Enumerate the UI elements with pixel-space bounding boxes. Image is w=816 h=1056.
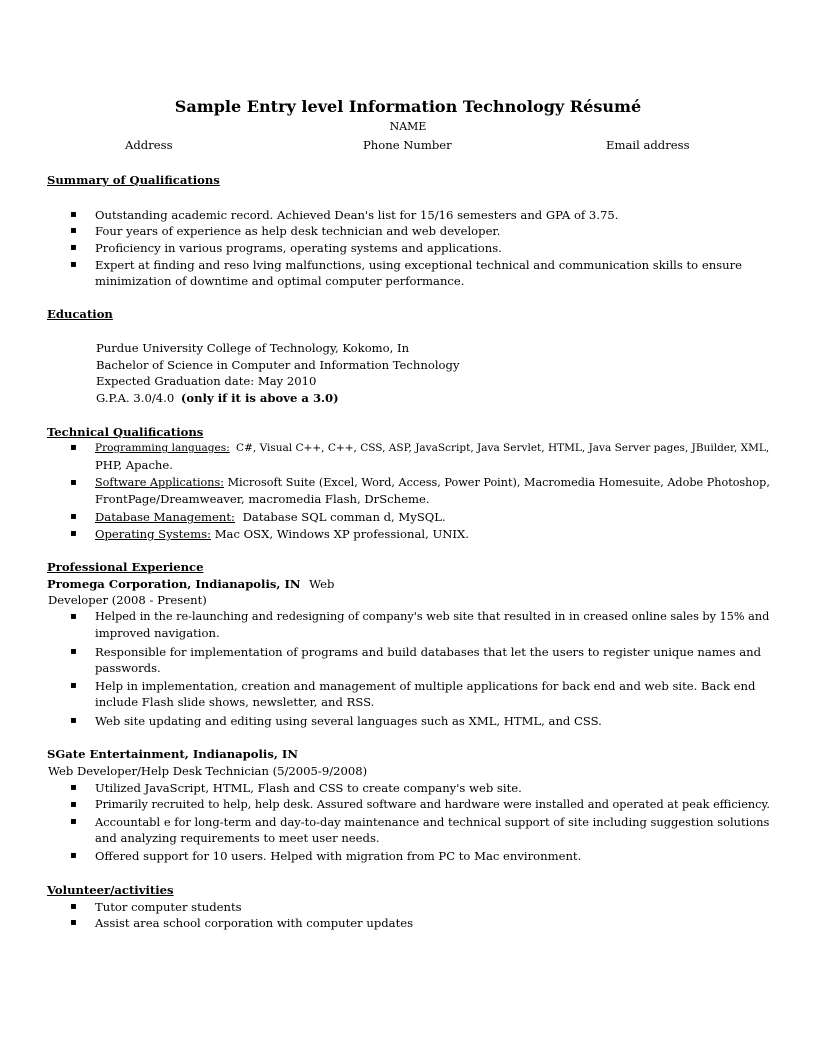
bullet-icon: ▪ [70, 242, 77, 253]
summary-item-continued: minimization of downtime and optimal computer performance. [95, 274, 465, 288]
summary-item: Proficiency in various programs, operating systems and applications. [95, 241, 502, 255]
job1-item-continued: include Flash slide shows, newsletter, and RSS. [95, 695, 375, 709]
education-graduation: Expected Graduation date: May 2010 [96, 374, 317, 388]
education-heading: Education [47, 307, 113, 321]
summary-heading: Summary of Qualifications [47, 173, 220, 187]
job2-item: Primarily recruited to help, help desk. Assured software and hardware were installed and operated at peak efficiency. [95, 798, 770, 811]
job1-header [47, 576, 334, 593]
bullet-icon: ▪ [70, 511, 77, 522]
volunteer-heading: Volunteer/activities [47, 883, 174, 897]
job1-item: Help in implementation, creation and management of multiple applications for back end and web site. Back end [95, 679, 756, 693]
education-gpa-line [96, 390, 339, 407]
bullet-icon: ▪ [70, 715, 77, 726]
job2-item: Offered support for 10 users. Helped with migration from PC to Mac environment. [95, 849, 582, 863]
bullet-icon: ▪ [70, 477, 77, 488]
technical-item [95, 440, 769, 457]
volunteer-item: Tutor computer students [95, 900, 242, 914]
summary-item: Outstanding academic record. Achieved Dean's list for 15/16 semesters and GPA of 3.75. [95, 208, 619, 222]
bullet-icon: ▪ [70, 442, 77, 453]
summary-item: Expert at finding and reso lving malfunctions, using exceptional technical and communication skills to ensure [95, 258, 742, 272]
job1-company: Promega Corporation, Indianapolis, IN [47, 577, 301, 591]
bullet-icon: ▪ [70, 782, 77, 793]
education-gpa-note: (only if it is above a 3.0) [180, 391, 339, 405]
bullet-icon: ▪ [70, 646, 77, 657]
education-gpa: G.P.A. 3.0/4.0 [96, 391, 175, 405]
summary-item: Four years of experience as help desk technician and web developer. [95, 224, 501, 238]
contact-address: Address [125, 138, 173, 152]
job2-item-continued: and analyzing requirements to meet user needs. [95, 831, 380, 845]
technical-value: Database SQL comman d, MySQL. [242, 510, 446, 524]
technical-value: Microsoft Suite (Excel, Word, Access, Power Point), Macromedia Homesuite, Adobe Photoshop, [227, 476, 770, 489]
job1-item-continued: improved navigation. [95, 626, 220, 640]
bullet-icon: ▪ [70, 917, 77, 928]
job2-item: Accountabl e for long-term and day-to-day maintenance and technical support of site including suggestion solutions [95, 815, 770, 829]
bullet-icon: ▪ [70, 209, 77, 220]
technical-item [95, 475, 770, 492]
applicant-name: NAME [389, 120, 427, 133]
technical-label: Software Applications: [95, 476, 225, 489]
bullet-icon: ▪ [70, 816, 77, 827]
technical-label: Database Management: [95, 510, 235, 524]
bullet-icon: ▪ [70, 901, 77, 912]
bullet-icon: ▪ [70, 680, 77, 691]
technical-item-continued: FrontPage/Dreamweaver, macromedia Flash, DrScheme. [95, 492, 430, 506]
job1-item: Helped in the re-launching and redesigning of company's web site that resulted in in creased online sales by 15% and [95, 610, 770, 623]
experience-heading: Professional Experience [47, 560, 204, 574]
job2-title: Web Developer/Help Desk Technician (5/2005-9/2008) [48, 764, 368, 778]
technical-item [95, 526, 469, 543]
job1-title-part2: Developer (2008 - Present) [48, 593, 207, 607]
job2-item: Utilized JavaScript, HTML, Flash and CSS to create company's web site. [95, 781, 522, 795]
technical-label: Programming languages: [95, 442, 230, 454]
bullet-icon: ▪ [70, 611, 77, 622]
resume-title: Sample Entry level Information Technology Résumé [174, 97, 642, 116]
education-degree: Bachelor of Science in Computer and Information Technology [96, 358, 460, 372]
contact-phone: Phone Number [363, 138, 452, 152]
bullet-icon: ▪ [70, 225, 77, 236]
technical-heading: Technical Qualifications [47, 425, 204, 439]
job1-title-part1: Web [309, 577, 335, 591]
technical-item-continued: PHP, Apache. [95, 458, 173, 472]
bullet-icon: ▪ [70, 528, 77, 539]
volunteer-item: Assist area school corporation with computer updates [95, 916, 414, 930]
bullet-icon: ▪ [70, 259, 77, 270]
technical-label: Operating Systems: [95, 527, 211, 541]
technical-value: C#, Visual C++, C++, CSS, ASP, JavaScript, Java Servlet, HTML, Java Server pages, JBuilder, XML, [236, 442, 770, 454]
technical-value: Mac OSX, Windows XP professional, UNIX. [214, 527, 469, 541]
bullet-icon: ▪ [70, 799, 77, 810]
education-school: Purdue University College of Technology, Kokomo, In [96, 341, 410, 355]
job1-item-continued: passwords. [95, 661, 161, 675]
technical-item [95, 509, 446, 526]
job1-item: Responsible for implementation of programs and build databases that let the users to register unique names and [95, 645, 762, 659]
job2-company: SGate Entertainment, Indianapolis, IN [47, 747, 298, 761]
contact-email: Email address [606, 138, 690, 152]
bullet-icon: ▪ [70, 850, 77, 861]
job1-item: Web site updating and editing using several languages such as XML, HTML, and CSS. [95, 714, 602, 728]
